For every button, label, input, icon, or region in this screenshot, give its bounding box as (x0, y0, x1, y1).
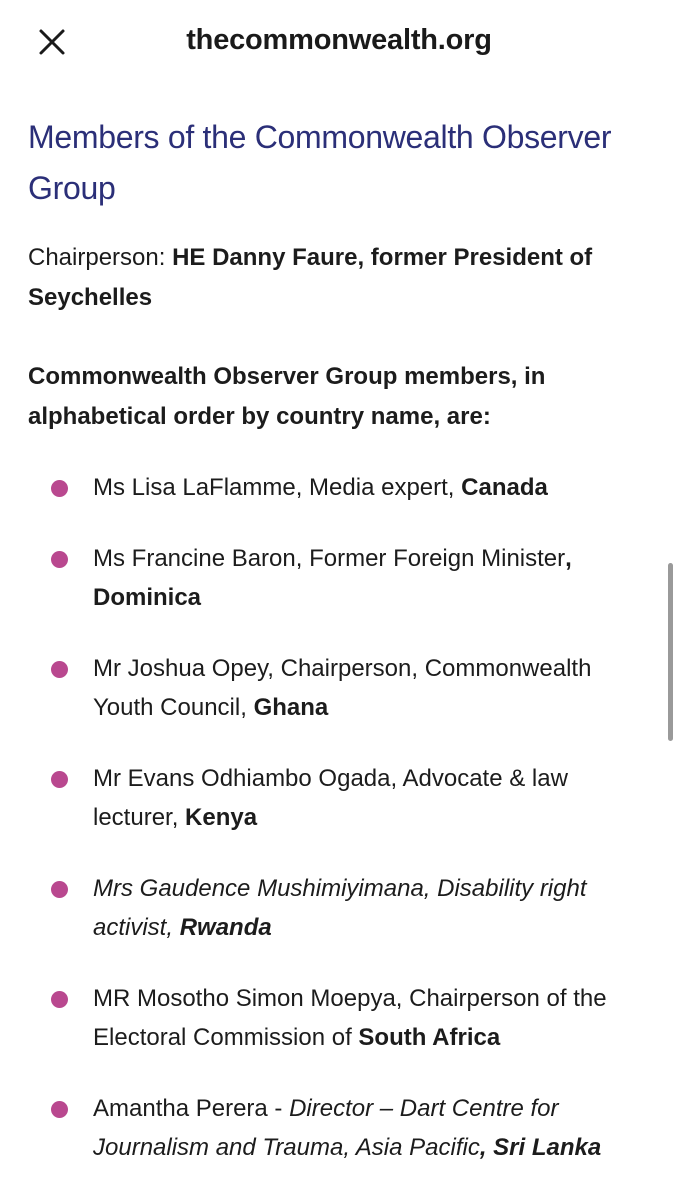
list-item (28, 539, 640, 617)
member-country: Rwanda (179, 914, 272, 941)
bullet-icon (51, 1101, 68, 1118)
members-list (28, 468, 640, 1167)
browser-header (0, 0, 678, 86)
list-item (28, 468, 640, 507)
list-item (28, 1089, 640, 1167)
chairperson-line (28, 238, 640, 318)
member-name-role: Ms Lisa LaFlamme, Media expert, (93, 474, 462, 501)
member-name-role: Mrs Gaudence Mushimiyimana, Disability right activist, (93, 875, 587, 941)
member-country: Kenya (185, 804, 258, 831)
member-role: Director – Dart Centre for Journalism and Trauma, Asia Pacific (93, 1095, 559, 1161)
chairperson-label: Chairperson: (28, 244, 173, 271)
chairperson-name: HE Danny Faure, former President of Seychelles (28, 244, 593, 311)
member-country: , Sri Lanka (479, 1134, 602, 1161)
bullet-icon (51, 551, 68, 568)
bullet-icon (51, 881, 68, 898)
member-name-role: Ms Francine Baron, Former Foreign Minister (93, 545, 566, 572)
member-country: South Africa (358, 1024, 501, 1051)
member-name: Amantha Perera - (93, 1095, 290, 1122)
member-country: , Dominica (93, 545, 572, 611)
members-intro: Commonwealth Observer Group members, in alphabetical order by country name, are: (28, 363, 546, 430)
member-name-role: Mr Joshua Opey, Chairperson, Commonwealth Youth Council, (93, 655, 592, 721)
member-country: Canada (461, 474, 548, 501)
member-name-role: MR Mosotho Simon Moepya, Chairperson of the Electoral Commission of (93, 985, 607, 1051)
member-name-role: Mr Evans Odhiambo Ogada, Advocate & law lecturer, (93, 765, 568, 831)
page-url: thecommonwealth.org (186, 24, 492, 56)
list-item (28, 759, 640, 837)
bullet-icon (51, 661, 68, 678)
bullet-icon (51, 991, 68, 1008)
list-item (28, 649, 640, 727)
bullet-icon (51, 771, 68, 788)
list-item (28, 979, 640, 1057)
scrollbar[interactable] (668, 563, 673, 741)
list-item (28, 869, 640, 947)
member-country: Ghana (253, 694, 329, 721)
bullet-icon (51, 480, 68, 497)
page-title: Members of the Commonwealth Observer Group (28, 119, 612, 206)
article-content (28, 112, 640, 1161)
